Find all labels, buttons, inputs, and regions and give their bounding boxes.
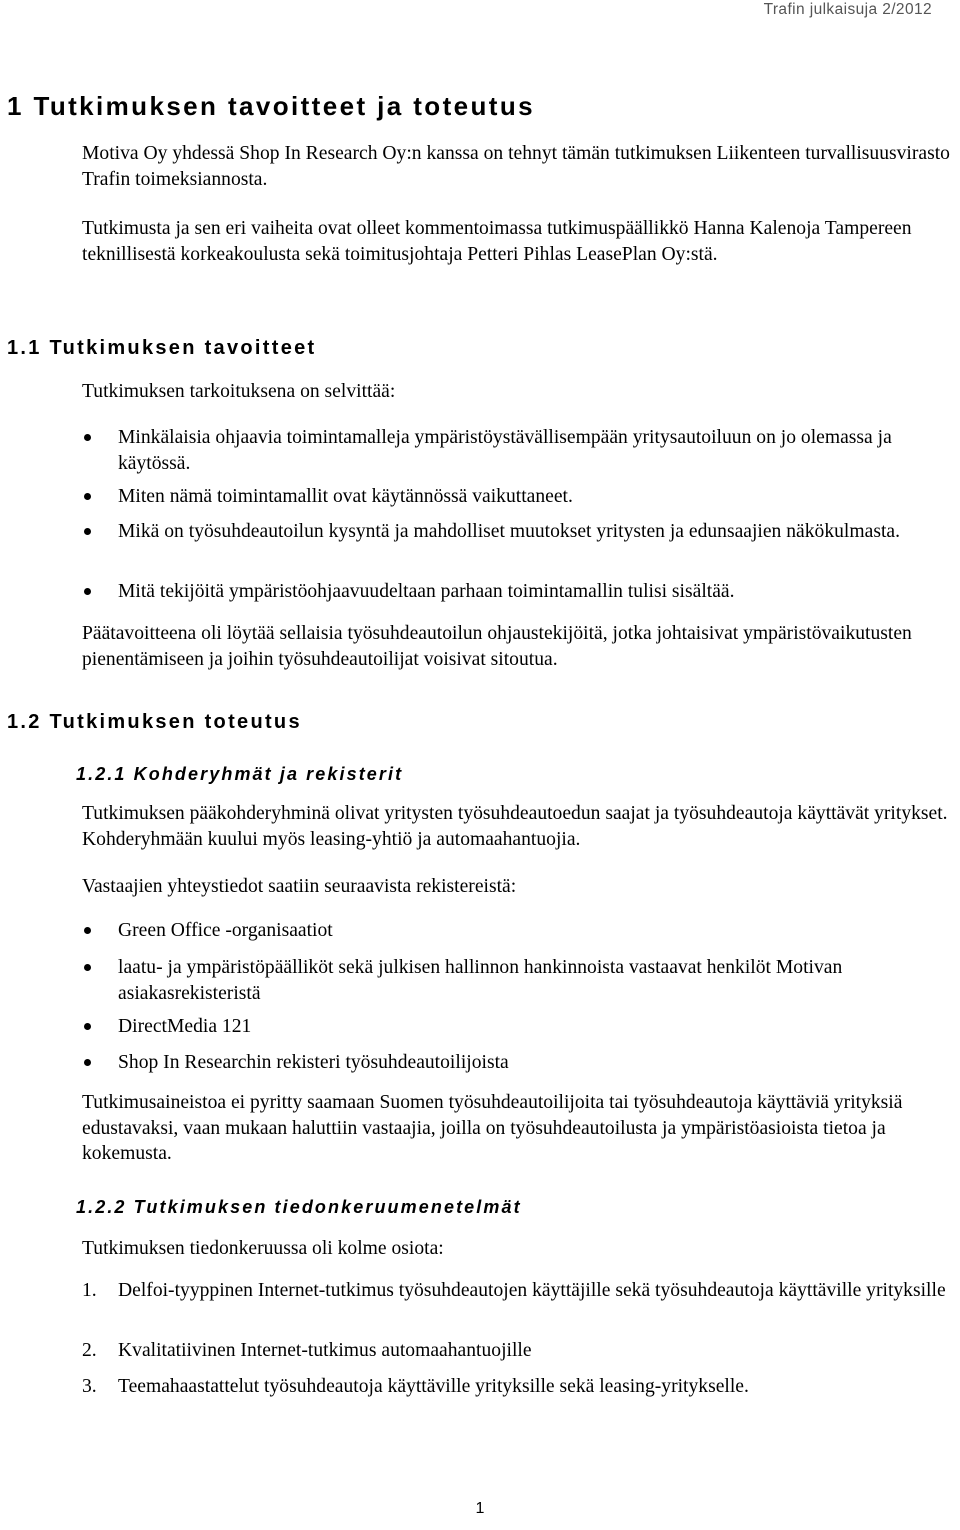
- bullet-icon: [84, 1023, 91, 1030]
- paragraph-main-goal: Päätavoitteena oli löytää sellaisia työsuhdeautoilun ohjaustekijöitä, jotka johtaisivat ympäristövaikutusten pienentämiseen ja joihin työsuhdeautoilijat voisivat sitoutua.: [82, 623, 912, 670]
- paragraph-registers-intro: Vastaajien yhteystiedot saatiin seuraavista rekistereistä:: [82, 876, 517, 897]
- bullet-icon: [84, 434, 91, 441]
- list-item-text: Mitä tekijöitä ympäristöohjaavuudeltaan parhaan toimintamallin tulisi sisältää.: [118, 581, 735, 602]
- numbered-item-method: [82, 1278, 952, 1304]
- list-item-text: Shop In Researchin rekisteri työsuhdeautoilijoista: [118, 1052, 509, 1073]
- section-heading-1: 1 Tutkimuksen tavoitteet ja toteutus: [7, 91, 535, 121]
- item-number: 1.: [82, 1280, 97, 1301]
- item-number: 2.: [82, 1340, 97, 1361]
- list-item-register: [82, 955, 952, 1006]
- section-heading-1-2-1: 1.2.1 Kohderyhmät ja rekisterit: [76, 764, 404, 784]
- list-item-objective: [82, 484, 952, 510]
- bullet-icon: [84, 964, 91, 971]
- list-item-text: Miten nämä toimintamallit ovat käytännössä vaikuttaneet.: [118, 486, 573, 507]
- paragraph-methods-intro: Tutkimuksen tiedonkeruussa oli kolme osiota:: [82, 1238, 444, 1259]
- item-text: Teemahaastattelut työsuhdeautoja käyttäville yrityksille sekä leasing-yritykselle.: [118, 1376, 749, 1397]
- paragraph-commentators: Tutkimusta ja sen eri vaiheita ovat olleet kommentoimassa tutkimuspäällikkö Hanna Kalenoja Tampereen teknillisestä korkeakoulusta sekä toimitusjohtaja Petteri Pihlas LeasePlan Oy:stä.: [82, 218, 912, 265]
- list-item-text: Mikä on työsuhdeautoilun kysyntä ja mahdolliset muutokset yritysten ja edunsaajien näkökulmasta.: [118, 521, 900, 542]
- bullet-icon: [84, 927, 91, 934]
- list-item-register: [82, 1050, 952, 1076]
- numbered-item-method: [82, 1338, 952, 1364]
- bullet-icon: [84, 528, 91, 535]
- paragraph-purpose-intro: Tutkimuksen tarkoituksena on selvittää:: [82, 381, 396, 402]
- bullet-icon: [84, 1059, 91, 1066]
- list-item-text: Green Office -organisaatiot: [118, 920, 333, 941]
- bullet-icon: [84, 493, 91, 500]
- list-item-text: Minkälaisia ohjaavia toimintamalleja ympäristöystävällisempään yritysautoiluun on jo olemassa ja käytössä.: [118, 427, 892, 474]
- running-header: Trafin julkaisuja 2/2012: [763, 1, 932, 18]
- paragraph-sample-note: Tutkimusaineistoa ei pyritty saamaan Suomen työsuhdeautoilijoita tai työsuhdeautoja käyttäviä yrityksiä edustavaksi, vaan mukaan haluttiin vastaajia, joilla on työsuhdeautoilusta ja ympäristöasioista tietoa ja kokemusta.: [82, 1092, 903, 1164]
- section-heading-1-2-2: 1.2.2 Tutkimuksen tiedonkeruumenetelmät: [76, 1197, 522, 1217]
- numbered-item-method: [82, 1374, 952, 1400]
- list-item-register: [82, 918, 952, 944]
- list-item-register: [82, 1014, 952, 1040]
- bullet-icon: [84, 588, 91, 595]
- paragraph-commission: Motiva Oy yhdessä Shop In Research Oy:n kanssa on tehnyt tämän tutkimuksen Liikenteen turvallisuusvirasto Trafin toimeksiannosta.: [82, 143, 950, 190]
- section-heading-1-1: 1.1 Tutkimuksen tavoitteet: [7, 337, 317, 359]
- item-number: 3.: [82, 1376, 97, 1397]
- list-item-objective: [82, 425, 952, 476]
- list-item-objective: [82, 579, 952, 605]
- list-item-text: laatu- ja ympäristöpäälliköt sekä julkisen hallinnon hankinnoista vastaavat henkilöt Motivan asiakasrekisteristä: [118, 957, 843, 1004]
- paragraph-target-groups: Tutkimuksen pääkohderyhminä olivat yritysten työsuhdeautoedun saajat ja työsuhdeautoja käyttävät yritykset. Kohderyhmään kuului myös leasing-yhtiö ja automaahantuojia.: [82, 803, 948, 850]
- page-number: 1: [475, 1500, 485, 1517]
- item-text: Delfoi-tyyppinen Internet-tutkimus työsuhdeautojen käyttäjille sekä työsuhdeautoja käyttäville yrityksille: [118, 1280, 946, 1301]
- list-item-text: DirectMedia 121: [118, 1016, 252, 1037]
- section-heading-1-2: 1.2 Tutkimuksen toteutus: [7, 711, 302, 733]
- item-text: Kvalitatiivinen Internet-tutkimus automaahantuojille: [118, 1340, 532, 1361]
- list-item-objective: [82, 519, 952, 545]
